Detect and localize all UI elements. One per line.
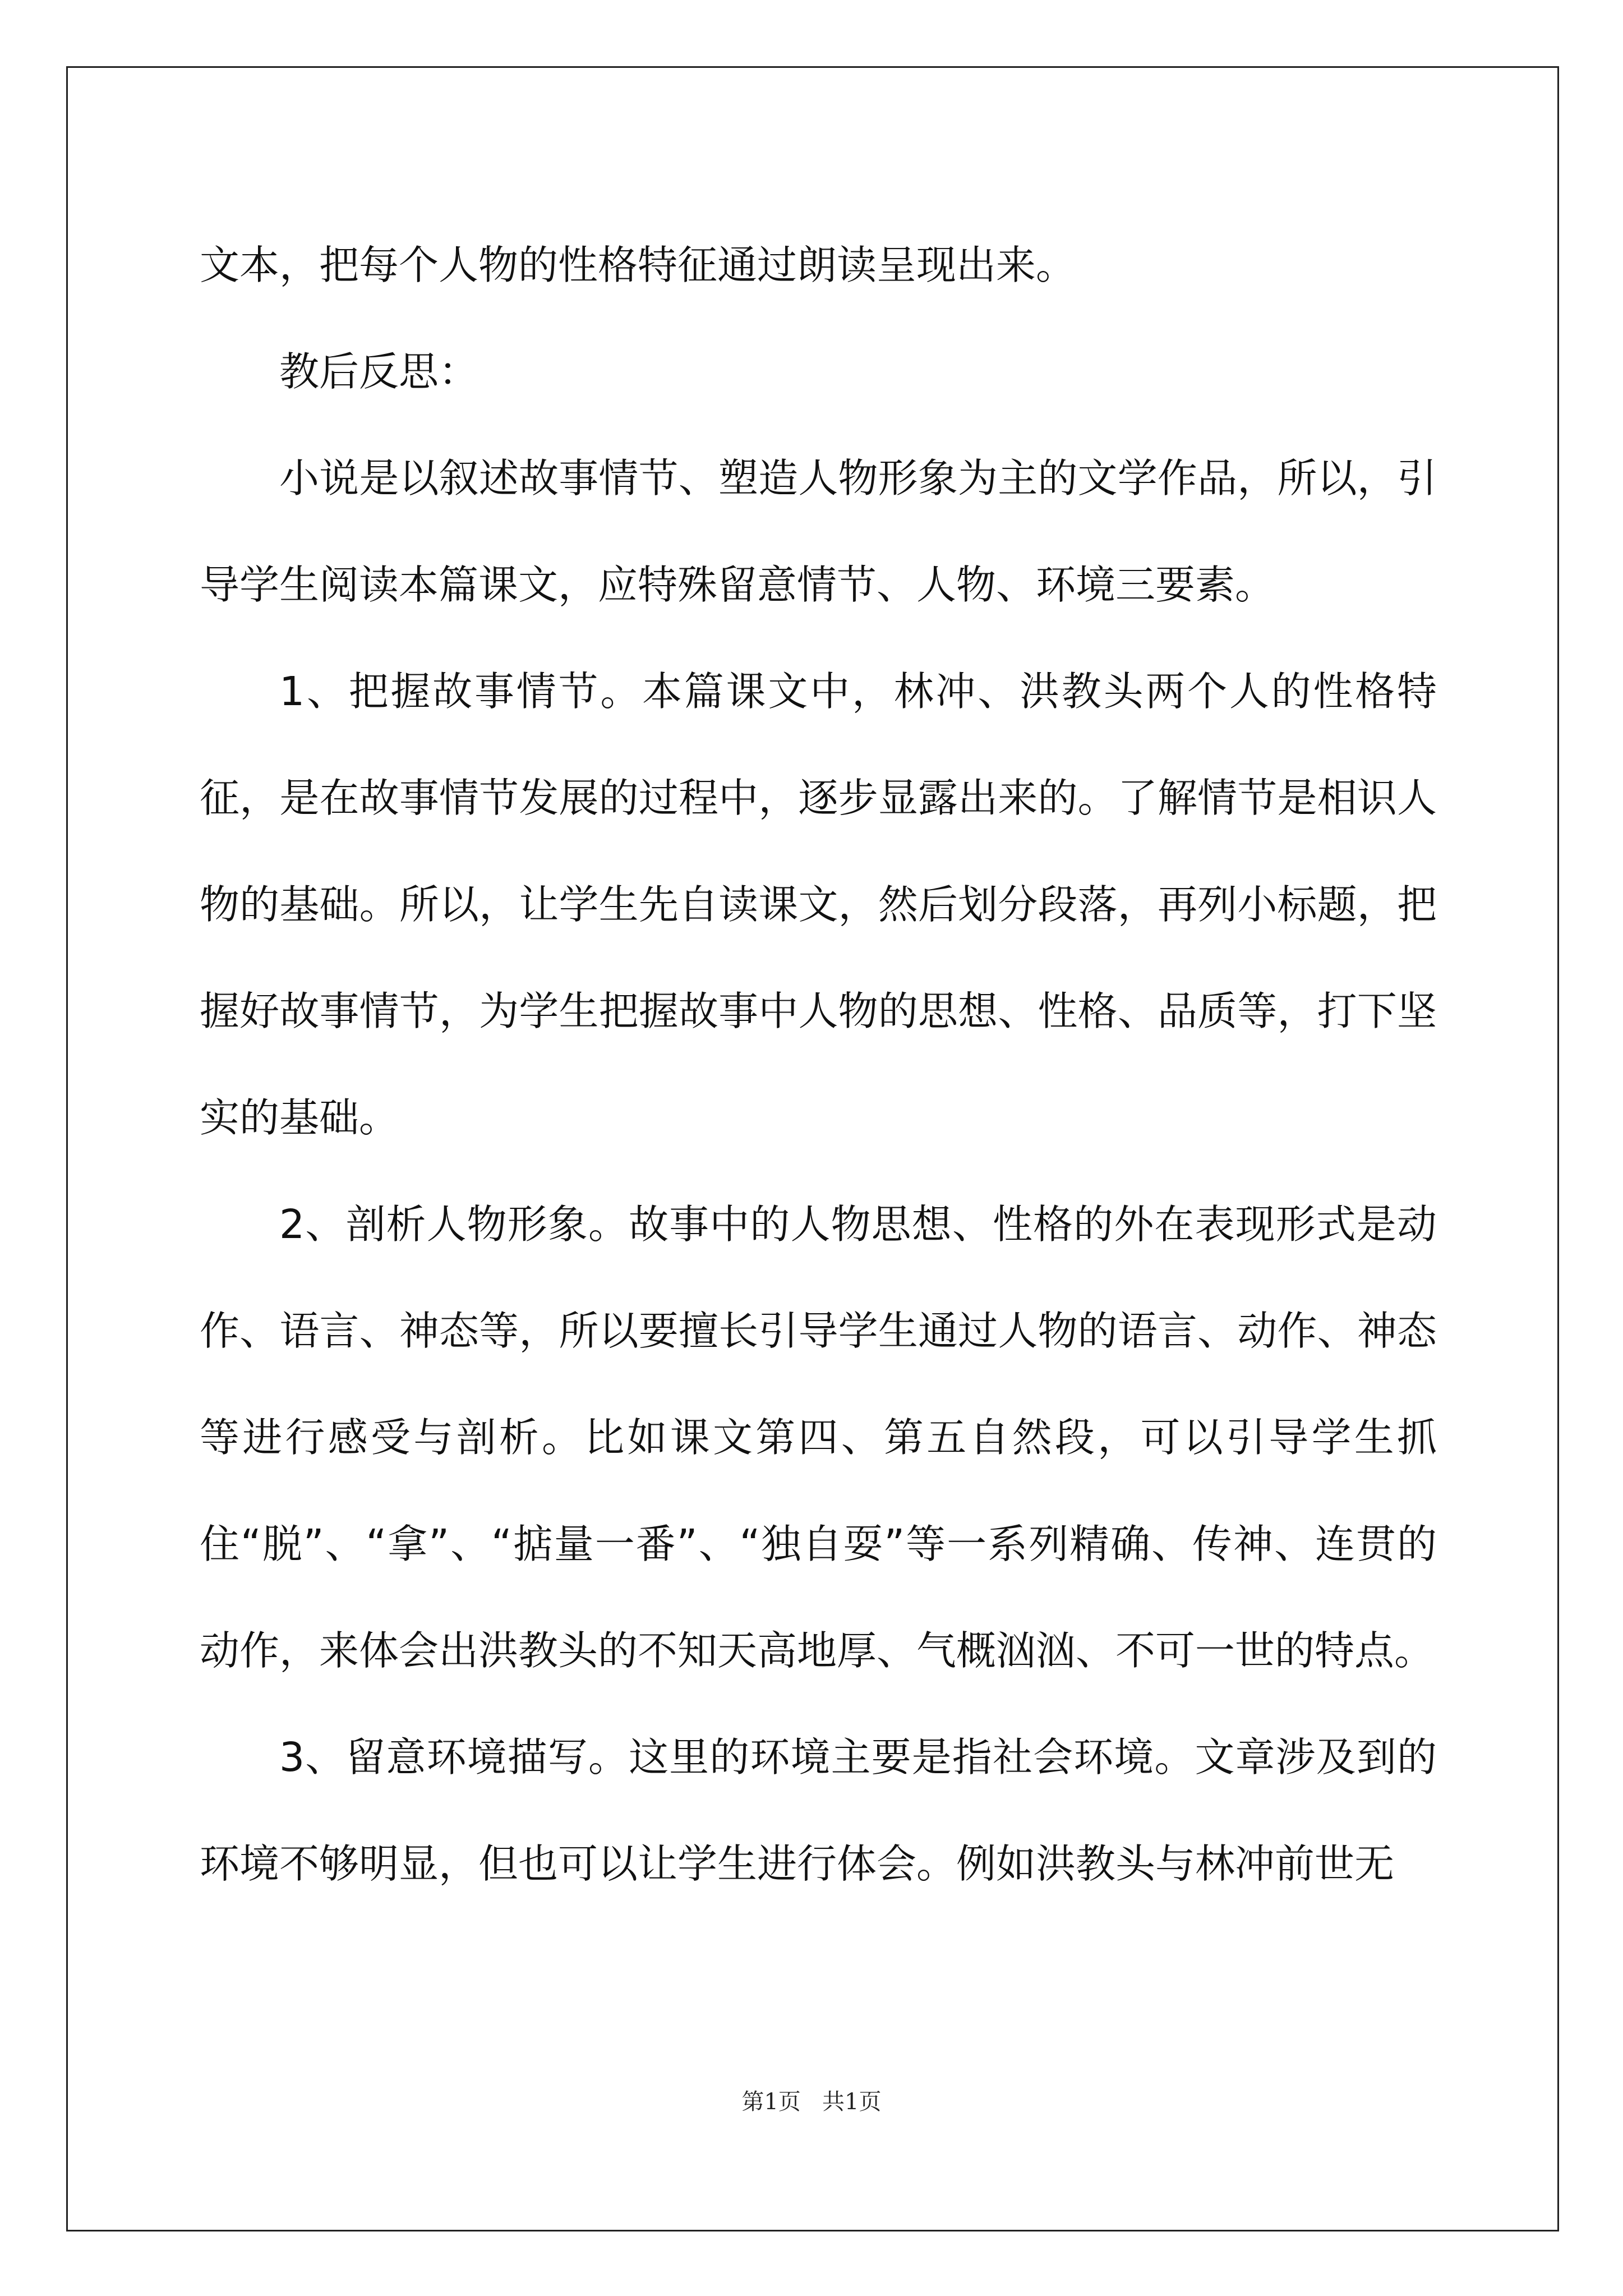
paragraph: 小说是以叙述故事情节、塑造人物形象为主的文学作品，所以，引导学生阅读本篇课文，应特殊留意情节、人物、环境三要素。 bbox=[200, 455, 1437, 608]
page-number-footer: 第1页 共1页 bbox=[741, 2089, 882, 2115]
paragraph: 文本，把每个人物的性格特征通过朗读呈现出来。 bbox=[200, 242, 1076, 288]
section-heading: 教后反思： bbox=[279, 348, 479, 395]
paragraph: 2、剖析人物形象。故事中的人物思想、性格的外在表现形式是动作、语言、神态等，所以要擅长引导学生通过人物的语言、动作、神态等进行感受与剖析。比如课文第四、第五自然段，可以引导学生抓住“脱”、“拿”、“掂量一番”、“独自耍”等一系列精确、传神、连贯的动作，来体会出洪教头的不知天高地厚、气概汹汹、不可一世的特点。 bbox=[200, 1201, 1437, 1674]
paragraph: 1、把握故事情节。本篇课文中，林冲、洪教头两个人的性格特征，是在故事情节发展的过程中，逐步显露出来的。了解情节是相识人物的基础。所以，让学生先自读课文，然后划分段落，再列小标题，把握好故事情节，为学生把握故事中人物的思想、性格、品质等，打下坚实的基础。 bbox=[200, 668, 1437, 1141]
document-body bbox=[200, 212, 1437, 1917]
paragraph: 3、留意环境描写。这里的环境主要是指社会环境。文章涉及到的环境不够明显，但也可以让学生进行体会。例如洪教头与林冲前世无 bbox=[200, 1734, 1437, 1887]
